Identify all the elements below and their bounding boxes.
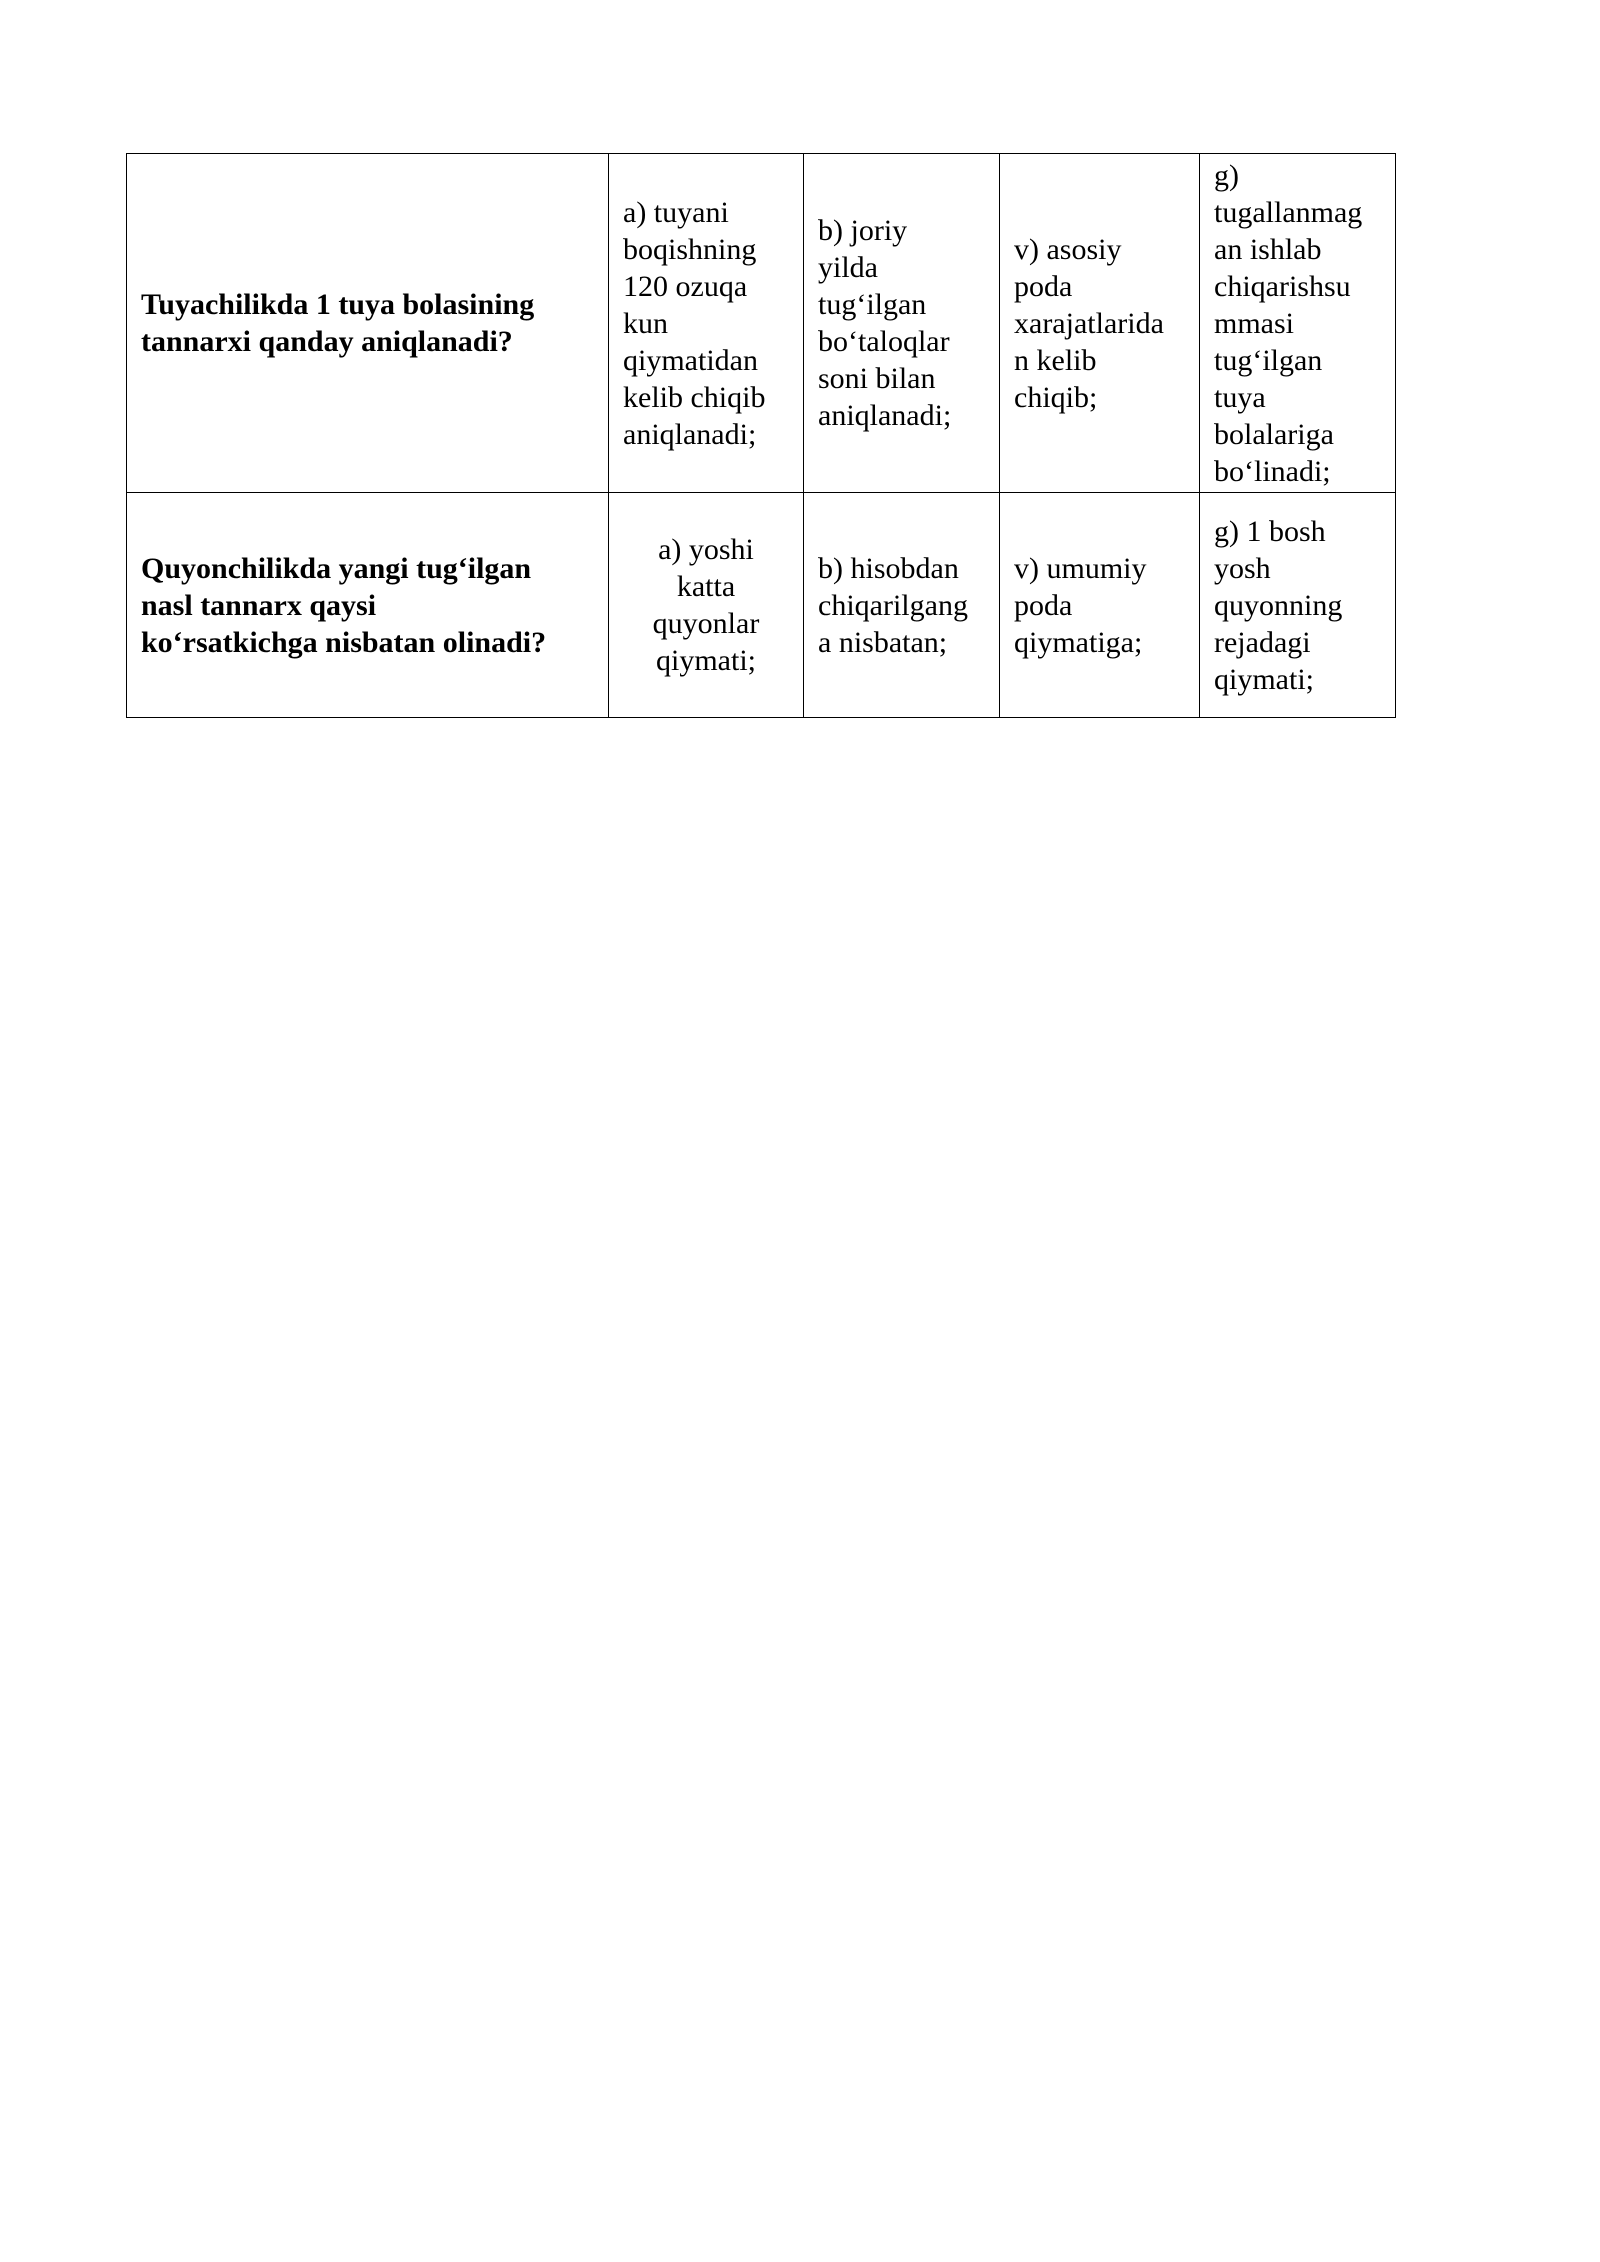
option-g-text: g) tugallanmag an ishlab chiqarishsu mmasi tug‘ilgan tuya bolalariga bo‘linadi; (1214, 158, 1363, 488)
option-b-text: b) joriy yilda tug‘ilgan bo‘taloqlar soni bilan aniqlanadi; (818, 214, 952, 432)
quiz-table (126, 153, 1396, 718)
option-v-text: v) asosiy poda xarajatlarida n kelib chiqib; (1014, 232, 1164, 414)
option-v-cell (1000, 154, 1200, 493)
table-row (127, 154, 1396, 493)
option-b-text: b) hisobdan chiqarilgang a nisbatan; (818, 551, 968, 659)
question-cell (127, 154, 609, 493)
option-b-cell (804, 154, 1000, 493)
option-a-cell (609, 493, 804, 718)
option-a-text: a) yoshi katta quyonlar qiymati; (652, 533, 760, 677)
option-g-cell (1200, 154, 1396, 493)
option-g-text: g) 1 bosh yosh quyonning rejadagi qiymati; (1214, 514, 1343, 696)
table-row (127, 493, 1396, 718)
option-v-cell (1000, 493, 1200, 718)
option-g-cell (1200, 493, 1396, 718)
option-v-text: v) umumiy poda qiymatiga; (1014, 551, 1147, 659)
question-cell (127, 493, 609, 718)
option-a-text: a) tuyani boqishning 120 ozuqa kun qiymatidan kelib chiqib aniqlanadi; (623, 195, 766, 451)
option-a-cell (609, 154, 804, 493)
question-text: Tuyachilikda 1 tuya bolasining tannarxi qanday aniqlanadi? (141, 288, 535, 358)
question-text: Quyonchilikda yangi tug‘ilgan nasl tannarx qaysi ko‘rsatkichga nisbatan olinadi? (141, 551, 547, 659)
option-b-cell (804, 493, 1000, 718)
